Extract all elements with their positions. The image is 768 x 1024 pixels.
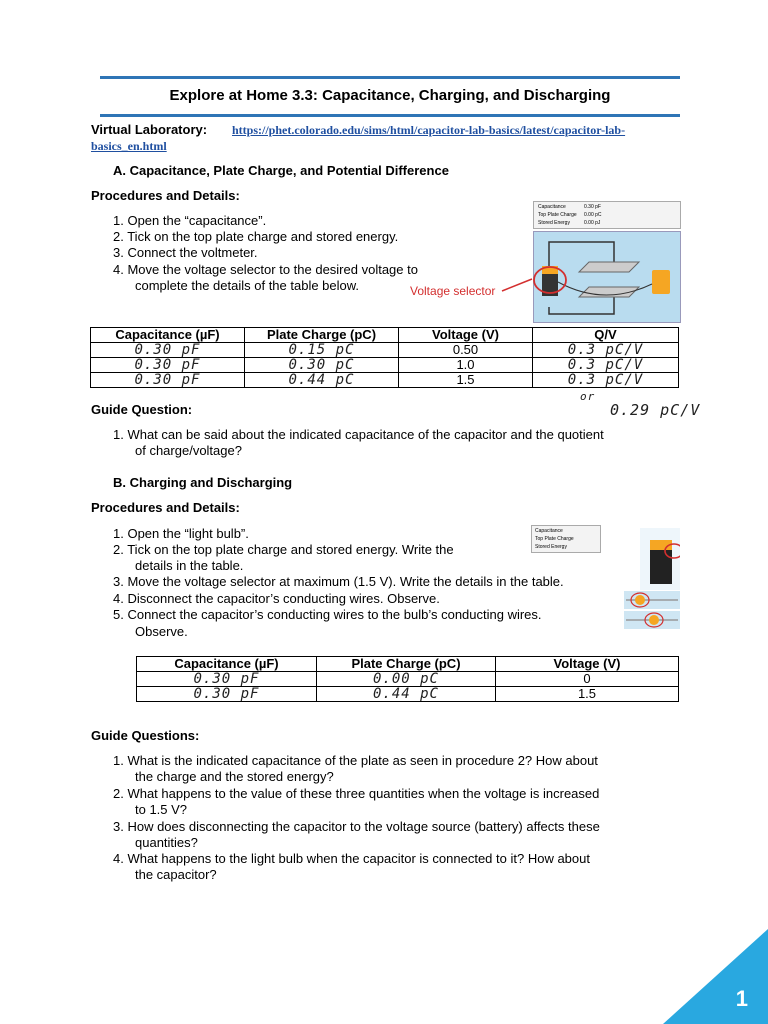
page-number: 1 [735, 986, 748, 1011]
b-step-1: 1. Open the “light bulb”. [113, 526, 249, 541]
table-row [137, 687, 679, 702]
lab-link-line1[interactable]: https://phet.colorado.edu/sims/html/capacitor-lab-basics/latest/capacitor-lab- [232, 123, 626, 137]
cell: 0.50 [399, 343, 533, 358]
a-step-3: 3. Connect the voltmeter. [113, 245, 258, 260]
b-question-1: 1. What is the indicated capacitance of the plate as seen in procedure 2? How about [113, 753, 598, 768]
b-question-3-cont: quantities? [135, 835, 198, 850]
cell: 0.30 pF [91, 358, 245, 373]
a-step-4-cont: complete the details of the table below. [135, 278, 360, 293]
voltage-selector-label: Voltage selector [410, 284, 496, 298]
guide-question-heading: Guide Question: [91, 402, 193, 417]
sim-val-capacitance: 0.30 pF [584, 204, 601, 210]
table-a-header-row [91, 328, 679, 343]
cell: 1.0 [399, 358, 533, 373]
sim-row-charge: Top Plate Charge [538, 212, 577, 218]
cell: 0.3 pC/V [533, 358, 679, 373]
th-capacitance: Capacitance (µF) [91, 328, 245, 343]
cell: 0.30 pF [91, 343, 245, 358]
cell: 0.30 pF [91, 373, 245, 388]
b-question-4-cont: the capacitor? [135, 867, 217, 882]
b-question-1-cont: the charge and the stored energy? [135, 769, 334, 784]
handwritten-alt-value: 0.29 pC/V [610, 401, 701, 419]
b-step-5-cont: Observe. [135, 624, 188, 639]
guide-question-1: 1. What can be said about the indicated capacitance of the capacitor and the quotient [113, 427, 604, 442]
page-title: Explore at Home 3.3: Capacitance, Charging, and Discharging [169, 87, 611, 104]
sim-val-energy: 0.00 pJ [584, 220, 601, 226]
wire-disconnect-image [624, 591, 680, 609]
b-question-2-cont: to 1.5 V? [135, 802, 188, 817]
th-plate-charge: Plate Charge (pC) [245, 328, 399, 343]
b-step-3: 3. Move the voltage selector at maximum (1.5 V). Write the details in the table. [113, 574, 564, 589]
section-b-procedures-heading: Procedures and Details: [91, 500, 240, 515]
sim-control-panel-b [531, 525, 601, 553]
sim-b-row-energy: Stored Energy [535, 544, 567, 550]
cell: 0.30 pC [245, 358, 399, 373]
th-qv: Q/V [533, 328, 679, 343]
sim-val-charge: 0.00 pC [584, 212, 602, 218]
section-a-procedures-heading: Procedures and Details: [91, 188, 240, 203]
b-question-4: 4. What happens to the light bulb when the capacitor is connected to it? How about [113, 851, 590, 866]
cell: 0.3 pC/V [533, 343, 679, 358]
sim-row-energy: Stored Energy [538, 220, 570, 226]
wire-icon [624, 611, 680, 629]
b-step-2-cont: details in the table. [135, 558, 244, 573]
table-row [91, 358, 679, 373]
wire-connect-image [624, 611, 680, 629]
cell: 1.5 [399, 373, 533, 388]
th-b-plate-charge: Plate Charge (pC) [317, 657, 496, 672]
cell: 0.30 pF [137, 687, 317, 702]
cell: 0.00 pC [317, 672, 496, 687]
table-b-header-row [137, 657, 679, 672]
page-corner-decoration [663, 929, 768, 1024]
sim-control-panel-a [533, 201, 681, 229]
table-a [90, 327, 679, 388]
b-question-2: 2. What happens to the value of these three quantities when the voltage is increased [113, 786, 600, 801]
cell: 0.44 pC [245, 373, 399, 388]
a-step-1: 1. Open the “capacitance”. [113, 213, 267, 228]
cell: 0.30 pF [137, 672, 317, 687]
battery-image [640, 528, 680, 590]
section-b-heading: B. Charging and Discharging [113, 475, 293, 490]
sim-b-row-capacitance: Capacitance [535, 528, 563, 534]
table-row [137, 672, 679, 687]
table-row [91, 373, 679, 388]
cell: 0.3 pC/V [533, 373, 679, 388]
cell: 1.5 [496, 687, 679, 702]
th-b-capacitance: Capacitance (µF) [137, 657, 317, 672]
lab-link-line2[interactable]: basics_en.html [91, 139, 167, 153]
b-step-5: 5. Connect the capacitor’s conducting wires to the bulb’s conducting wires. [113, 607, 542, 622]
arrow-annotation-icon [500, 275, 540, 295]
b-step-4: 4. Disconnect the capacitor’s conducting wires. Observe. [113, 591, 440, 606]
table-row [91, 343, 679, 358]
cell: 0.15 pC [245, 343, 399, 358]
guide-questions-heading: Guide Questions: [91, 728, 200, 743]
sim-b-row-charge: Top Plate Charge [535, 536, 574, 542]
guide-question-1-cont: of charge/voltage? [135, 443, 242, 458]
a-step-2: 2. Tick on the top plate charge and stored energy. [113, 229, 399, 244]
b-question-3: 3. How does disconnecting the capacitor to the voltage source (battery) affects these [113, 819, 600, 834]
sim-row-capacitance: Capacitance [538, 204, 566, 210]
wire-icon [624, 591, 680, 609]
th-voltage: Voltage (V) [399, 328, 533, 343]
title-bar [100, 76, 680, 117]
th-b-voltage: Voltage (V) [496, 657, 679, 672]
b-step-2: 2. Tick on the top plate charge and stored energy. Write the [113, 542, 454, 557]
handwritten-or: or [580, 390, 596, 403]
table-b [136, 656, 679, 702]
virtual-lab-label: Virtual Laboratory: [91, 122, 208, 137]
battery-icon [640, 528, 680, 590]
section-a-heading: A. Capacitance, Plate Charge, and Potential Difference [113, 163, 449, 178]
a-step-4: 4. Move the voltage selector to the desired voltage to [113, 262, 418, 277]
cell: 0 [496, 672, 679, 687]
cell: 0.44 pC [317, 687, 496, 702]
